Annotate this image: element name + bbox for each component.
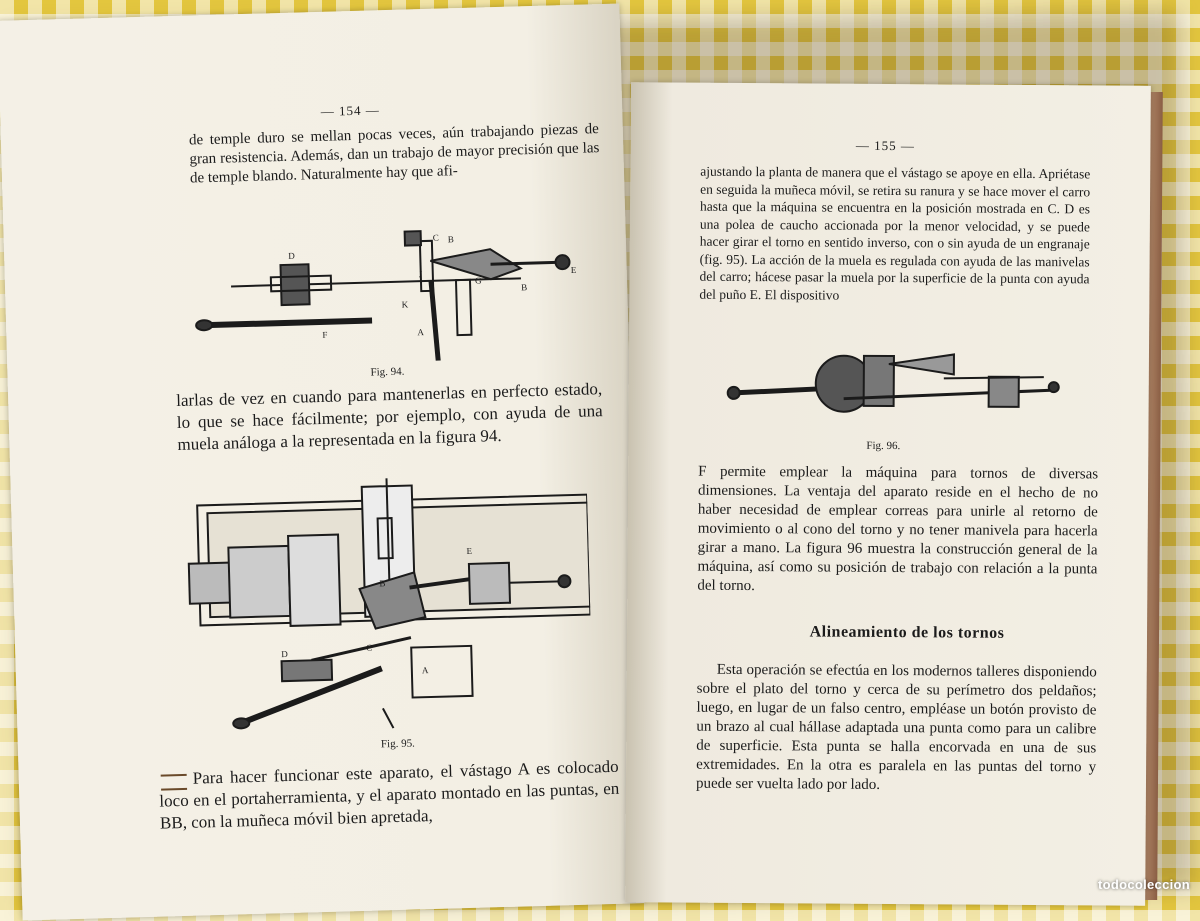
left-page — [0, 3, 644, 920]
left-paragraph-2: larlas de vez en cuando para mantenerlas en perfecto estado, lo que se hace fácilmente; por ejemplo, con ayuda de una muela análoga a la representada en la figura 94. — [175, 379, 603, 454]
fig95-label-D: D — [281, 649, 288, 660]
fig95-label-E: E — [466, 545, 473, 556]
fig94-label-K: K — [401, 299, 409, 310]
left-paragraph-1: de temple duro se mellan pocas veces, aún trabajando piezas de gran resistencia. Además, dan un trabajo de mayor precisión que las de temple blando. Naturalmente hay que afi- — [188, 121, 600, 187]
fig94-label-J: J — [418, 269, 423, 280]
left-paragraph-3-wrap — [158, 756, 620, 835]
fig95-label-C: C — [366, 642, 373, 653]
figure-94 — [189, 216, 593, 367]
right-paragraph-1: ajustando la planta de manera que el vástago se apoye en ella. Apriétase en seguida la muñeca móvil, se retira su ranura y se hace mover el carro hasta que la máquina se encuentra en la posición mostrada en C. D es una polea de caucho accionada por la menor velocidad, y se puede hacer girar el torno en sentido inverso, con o sin ayuda de un engranaje (fig. 95). La acción de la muela es regulada con ayuda de las manivelas del carro; hácese pasar la muela por la superficie de la punta con ayuda del puño E. El dispositivo — [699, 163, 1091, 303]
fig95-label-A: A — [421, 665, 429, 676]
fig94-label-A: A — [417, 327, 425, 338]
fig94-label-B2: B — [521, 282, 528, 293]
fig95-caption: Fig. 95. — [380, 737, 416, 751]
fig95-label-B: B — [379, 578, 386, 589]
figure-96 — [723, 343, 1064, 441]
right-paragraph-3: Esta operación se efectúa en los modernos talleres disponiendo sobre el plato del torno y cerca de su perímetro dos peldaños; luego, en lugar de un falso centro, empléase un botón provisto de un brazo al cual hállase adaptada una punta como para un calibre de superficie. Esta punta se halla encorvada en una de sus extremidades. En la otra es paralela en las puntas del torno y puede ser vuelta lado por lado. — [695, 661, 1097, 793]
fig94-label-B: B — [447, 234, 454, 245]
fig94-label-C: C — [432, 232, 439, 243]
section-title: Alineamiento de los tornos — [809, 623, 1005, 642]
fig94-caption: Fig. 94. — [370, 365, 405, 379]
fig94-label-F: F — [322, 329, 328, 340]
figure-95 — [177, 473, 594, 744]
left-paragraph-3: Para hacer funcionar este aparato, el vástago A es colocado loco en el portaherramienta, y el aparato montado en las puntas, en BB, con la muñeca móvil bien apretada, — [159, 756, 620, 833]
watermark-logo: todocoleccion — [1097, 877, 1190, 892]
right-paragraph-2: F permite emplear la máquina para tornos de diversas dimensiones. La ventaja del aparato reside en el hecho de no haber necesidad de emplear correas para unirle al retorno de movimiento o al cono del torno y no tener manivela para hacerla girar a mano. La figura 96 muestra la construcción general de la máquina, así como su posición de trabajo con relación a la punta del torno. — [697, 463, 1099, 595]
right-page — [625, 82, 1151, 906]
page-number-right: — 155 — — [855, 137, 915, 154]
fig94-label-E: E — [570, 264, 577, 275]
fig94-label-G: G — [474, 275, 482, 286]
page-number-left: — 154 — — [320, 102, 380, 119]
fig96-caption: Fig. 96. — [866, 439, 901, 453]
fig94-label-D: D — [288, 250, 295, 261]
